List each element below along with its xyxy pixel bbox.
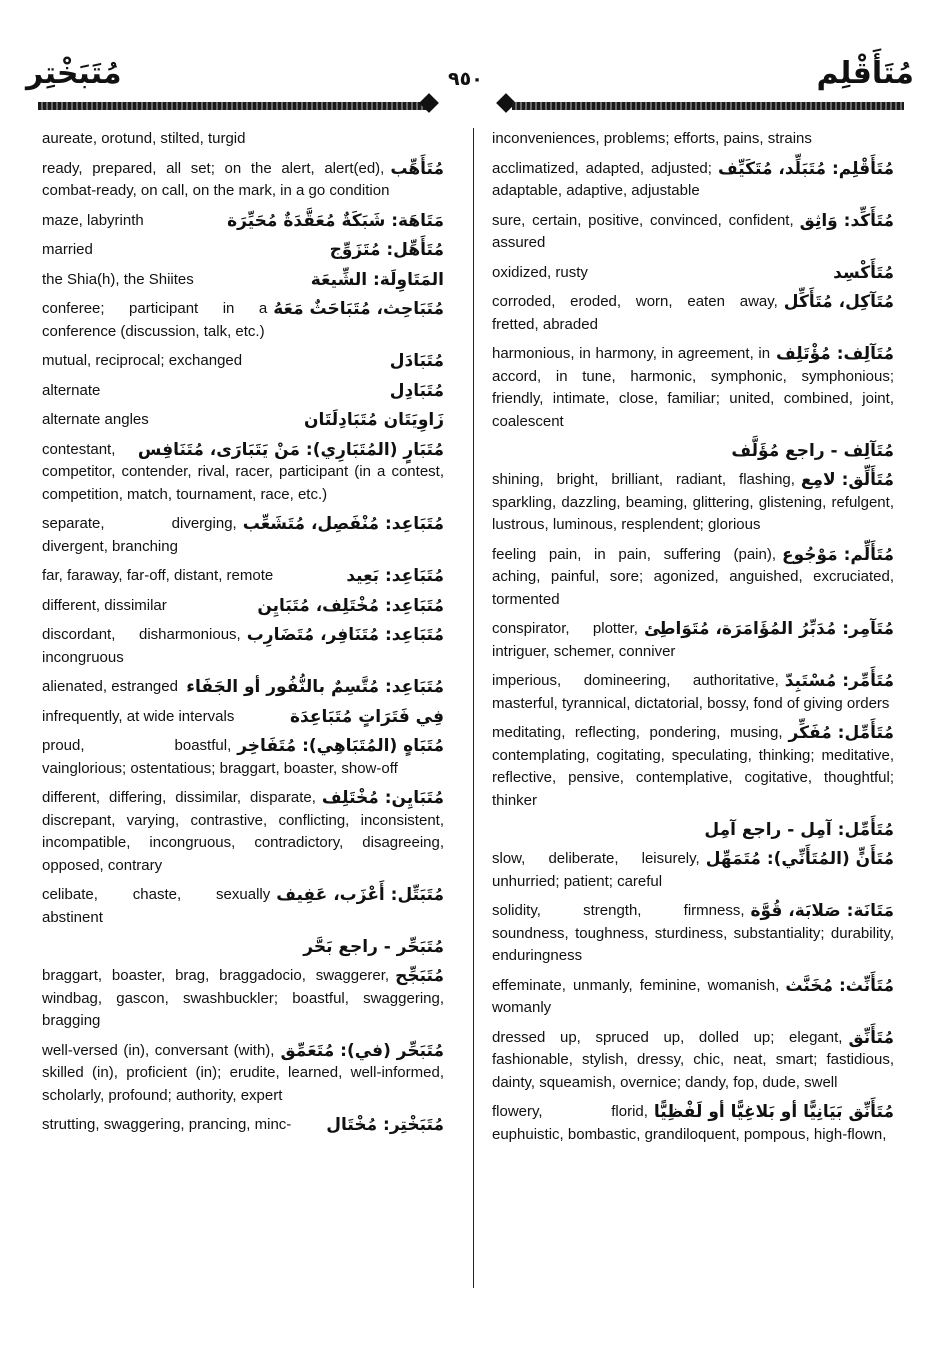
arabic-headword: مُتَأَمِّل: آمِل - راجع آمِل (704, 820, 894, 840)
dictionary-entry (42, 513, 444, 558)
arabic-headword: مُتَبَجِّح (395, 966, 444, 986)
left-column (42, 128, 444, 1144)
english-definition: solidity, strength, firmness, soundness, toughness, sturdiness, substantiality; durability, enduringness (492, 902, 894, 964)
english-definition: imperious, domineering, authoritative, masterful, tyrannical, dictatorial, bossy, fond of giving orders (492, 672, 890, 712)
dictionary-entry (42, 676, 444, 699)
dictionary-entry (492, 128, 894, 151)
english-definition: different, dissimilar (42, 596, 167, 614)
dictionary-entry (42, 936, 444, 958)
arabic-headword: مُتَأَمِّل: مُفَكِّر (788, 723, 894, 743)
dictionary-entry (42, 565, 444, 588)
english-definition: the Shia(h), the Shiites (42, 270, 194, 288)
dictionary-entry (42, 239, 444, 262)
english-definition: harmonious, in harmony, in agreement, in accord, in tune, harmonic, symphonic, symphonious; friendly, intimate, close, familiar; united, combined, joint, coalescent (492, 345, 894, 430)
english-definition: married (42, 241, 93, 258)
dictionary-entry (42, 269, 444, 292)
arabic-headword: المَتَاوِلَة: الشِّيعَة (310, 269, 444, 290)
arabic-headword: مُتَبَايِن: مُخْتَلِف (321, 788, 444, 808)
english-definition: feeling pain, in pain, suffering (pain), aching, painful, sore; agonized, anguished, excruciated, tormented (492, 545, 894, 608)
arabic-headword: مُتَبَادَل (389, 351, 444, 371)
english-definition: dressed up, spruced up, dolled up; elegant, fashionable, stylish, dressy, chic, neat, smart; fastidious, dainty, squeamish, overnice; dandy, fop, dude, swell (492, 1028, 894, 1091)
arabic-headword: مُتَبَاعِد: مُتَّسِمٌ بالنُّفُور أو الجَفَاء (186, 677, 444, 697)
english-definition: well-versed (in), conversant (with), skilled (in), proficient (in); erudite, learned, well-informed, scholarly, profound; authority, expert (42, 1041, 444, 1104)
arabic-headword: مُتَبَتِّل: أَعْزَب، عَفِيف (276, 885, 444, 905)
dictionary-entry (492, 440, 894, 462)
dictionary-entry (42, 624, 444, 669)
arabic-headword: مُتَبَاعِد: بَعِيد (346, 566, 444, 586)
dictionary-entry (42, 210, 444, 233)
right-column (492, 128, 894, 1153)
arabic-headword: مُتَأَنِّث: مُخَنَّث (785, 975, 894, 996)
english-definition: far, faraway, far-off, distant, remote (42, 567, 274, 584)
dictionary-entry (492, 848, 894, 893)
english-definition: separate, diverging, divergent, branching (42, 515, 237, 555)
english-definition: alienated, estranged (42, 678, 178, 695)
dictionary-entry (42, 158, 444, 203)
dictionary-entry (42, 298, 444, 343)
header-rule-left (38, 102, 428, 110)
english-definition: corroded, eroded, worn, eaten away, fretted, abraded (492, 293, 778, 333)
english-definition: celibate, chaste, sexually abstinent (42, 886, 271, 926)
arabic-headword: مُتَأَكِّد: وَاثِق (799, 210, 894, 231)
dictionary-entry (492, 1027, 894, 1095)
dictionary-entry (492, 210, 894, 255)
english-definition: alternate angles (42, 411, 149, 428)
arabic-headword: مُتَأَنٍّ (المُتَأَنِّي): مُتَمَهِّل (705, 849, 894, 869)
dictionary-entry (42, 965, 444, 1033)
arabic-headword: مَتَانَة: صَلابَة، قُوَّة (750, 901, 894, 921)
english-definition: ready, prepared, all set; on the alert, alert(ed), combat-ready, on call, on the mark, in a go condition (42, 159, 390, 199)
arabic-headword: زَاوِيَتَان مُتَبَادِلَتَان (303, 410, 444, 430)
arabic-headword: مُتَأَهِّب (390, 158, 444, 179)
arabic-headword: مُتَأَهِّل: مُتَزَوِّج (329, 240, 444, 260)
english-definition: conspirator, plotter, intriguer, schemer, conniver (492, 620, 676, 660)
dictionary-entry (492, 900, 894, 968)
arabic-headword: مُتَبَحِّر (في): مُتَعَمِّق (280, 1040, 444, 1061)
english-definition: maze, labyrinth (42, 211, 144, 229)
dictionary-entry (42, 735, 444, 780)
column-divider (473, 128, 474, 1288)
dictionary-entry (492, 291, 894, 336)
arabic-headword: مُتَآكِل، مُتَأَكِّل (783, 292, 894, 312)
dictionary-entry (42, 409, 444, 432)
english-definition: infrequently, at wide intervals (42, 707, 235, 725)
dictionary-entry (492, 618, 894, 663)
english-definition: acclimatized, adapted, adjusted; adaptable, adaptive, adjustable (492, 159, 712, 199)
arabic-headword: مُتَأَمِّر: مُسْتَبِدّ (784, 671, 894, 691)
arabic-headword: مُتَآلِف: مُؤْتَلِف (776, 344, 894, 364)
arabic-headword: مُتَبَاعِد: مُخْتَلِف، مُتَبَايِن (257, 595, 444, 616)
arabic-headword: مُتَبَاهٍ (المُتَبَاهِي): مُتَفَاخِر (237, 736, 444, 756)
dictionary-entry (42, 380, 444, 403)
english-definition: strutting, swaggering, prancing, minc- (42, 1116, 292, 1133)
english-definition: discordant, disharmonious, incongruous (42, 626, 241, 666)
dictionary-entry (492, 158, 894, 203)
dictionary-entry (42, 128, 444, 151)
dictionary-entry (42, 1114, 444, 1137)
dictionary-entry (42, 1040, 444, 1108)
dictionary-entry (492, 975, 894, 1020)
arabic-headword: مَتَاهَة: شَبَكَةٌ مُعَقَّدَةٌ مُحَيِّرَة (227, 210, 444, 231)
arabic-headword: مُتَبَارٍ (المُتَبَارِي): مَنْ يَتَبَارَى، مُتَنَافِس (137, 439, 444, 460)
english-definition: inconveniences, problems; efforts, pains, strains (492, 130, 812, 147)
arabic-headword: مُتَأَنِّق بَيَانِيًّا أو بَلاغِيًّا أو لَفْظِيًّا (653, 1102, 894, 1122)
english-definition: effeminate, unmanly, feminine, womanish, womanly (492, 976, 780, 1016)
dictionary-entry (492, 469, 894, 537)
english-definition: alternate (42, 381, 101, 399)
running-head-left: مُتَبَخْتِر (26, 56, 122, 91)
header-rule-right (512, 102, 904, 110)
english-definition: different, differing, dissimilar, disparate, discrepant, varying, contrastive, conflicting, inconsistent, incompatible, incongruous, contradictory, disagreeing, opposed, contrary (42, 789, 444, 874)
english-definition: braggart, boaster, brag, braggadocio, swaggerer, windbag, gascon, swashbuckler; boastful, swaggering, bragging (42, 967, 444, 1029)
dictionary-entry (492, 1101, 894, 1146)
arabic-headword: مُتَآلِف - راجع مُؤَلَّف (731, 441, 894, 461)
english-definition: contestant, competitor, contender, rival, racer, participant (in a contest, competition, match, tournament, race, etc.) (42, 440, 444, 503)
arabic-headword: مُتَبَاحِث، مُتَبَاحَثٌ مَعَهُ (273, 299, 444, 319)
arabic-headword: مُتَبَحِّر - راجع بَحَّر (303, 937, 444, 957)
running-head-right: مُتَأَقْلِم (816, 56, 914, 91)
english-definition: proud, boastful, vainglorious; ostentatious; braggart, boaster, show-off (42, 737, 398, 777)
arabic-headword: مُتَبَاعِد: مُنْفَصِل، مُتَشَعِّب (242, 514, 444, 534)
english-definition: oxidized, rusty (492, 263, 588, 281)
english-definition: slow, deliberate, leisurely, unhurried; patient; careful (492, 850, 700, 890)
english-definition: sure, certain, positive, convinced, confident, assured (492, 211, 794, 251)
english-definition: mutual, reciprocal; exchanged (42, 352, 243, 369)
dictionary-entry (42, 439, 444, 507)
dictionary-entry (42, 706, 444, 729)
arabic-headword: مُتَبَخْتِر: مُخْتَال (326, 1115, 444, 1135)
arabic-headword: مُتَآمِر: مُدَبِّرُ المُؤَامَرَة، مُتَوَاطِئ (643, 619, 894, 639)
arabic-headword: مُتَبَاعِد: مُتَنَافِر، مُتَضَارِب (246, 625, 444, 645)
dictionary-entry (492, 670, 894, 715)
english-definition: conferee; participant in a conference (discussion, talk, etc.) (42, 300, 268, 340)
arabic-headword: مُتَأَكْسِد (833, 262, 894, 283)
dictionary-entry (42, 787, 444, 877)
dictionary-entry (42, 350, 444, 373)
english-definition: flowery, florid, euphuistic, bombastic, grandiloquent, pompous, high-flown, (492, 1103, 887, 1143)
arabic-headword: مُتَأَلِّم: مَوْجُوع (782, 544, 894, 565)
dictionary-entry (492, 544, 894, 612)
dictionary-entry (42, 884, 444, 929)
english-definition: aureate, orotund, stilted, turgid (42, 130, 246, 147)
english-definition: meditating, reflecting, pondering, musing, contemplating, cogitating, speculating, thinking; meditative, reflective, pensive, contemplative, cogitative, thoughtful; thinker (492, 724, 894, 809)
arabic-headword: مُتَبَادِل (389, 380, 444, 401)
dictionary-entry (42, 595, 444, 618)
dictionary-entry (492, 722, 894, 812)
english-definition: shining, bright, brilliant, radiant, flashing, sparkling, dazzling, beaming, glittering, glistening, refulgent, lustrous, luminous, resplendent; glorious (492, 471, 894, 533)
dictionary-entry (492, 343, 894, 433)
arabic-headword: مُتَأَقْلِم: مُتَبَلِّد، مُتَكَيِّف (717, 158, 894, 179)
page-number: ٩٥٠ (448, 68, 483, 90)
arabic-headword: مُتَأَنِّق (848, 1027, 894, 1048)
dictionary-entry (492, 819, 894, 841)
arabic-headword: مُتَأَلِّق: لامِع (800, 470, 894, 490)
arabic-headword: فِي فَتَرَاتٍ مُتَبَاعِدَة (290, 706, 444, 727)
dictionary-entry (492, 262, 894, 285)
